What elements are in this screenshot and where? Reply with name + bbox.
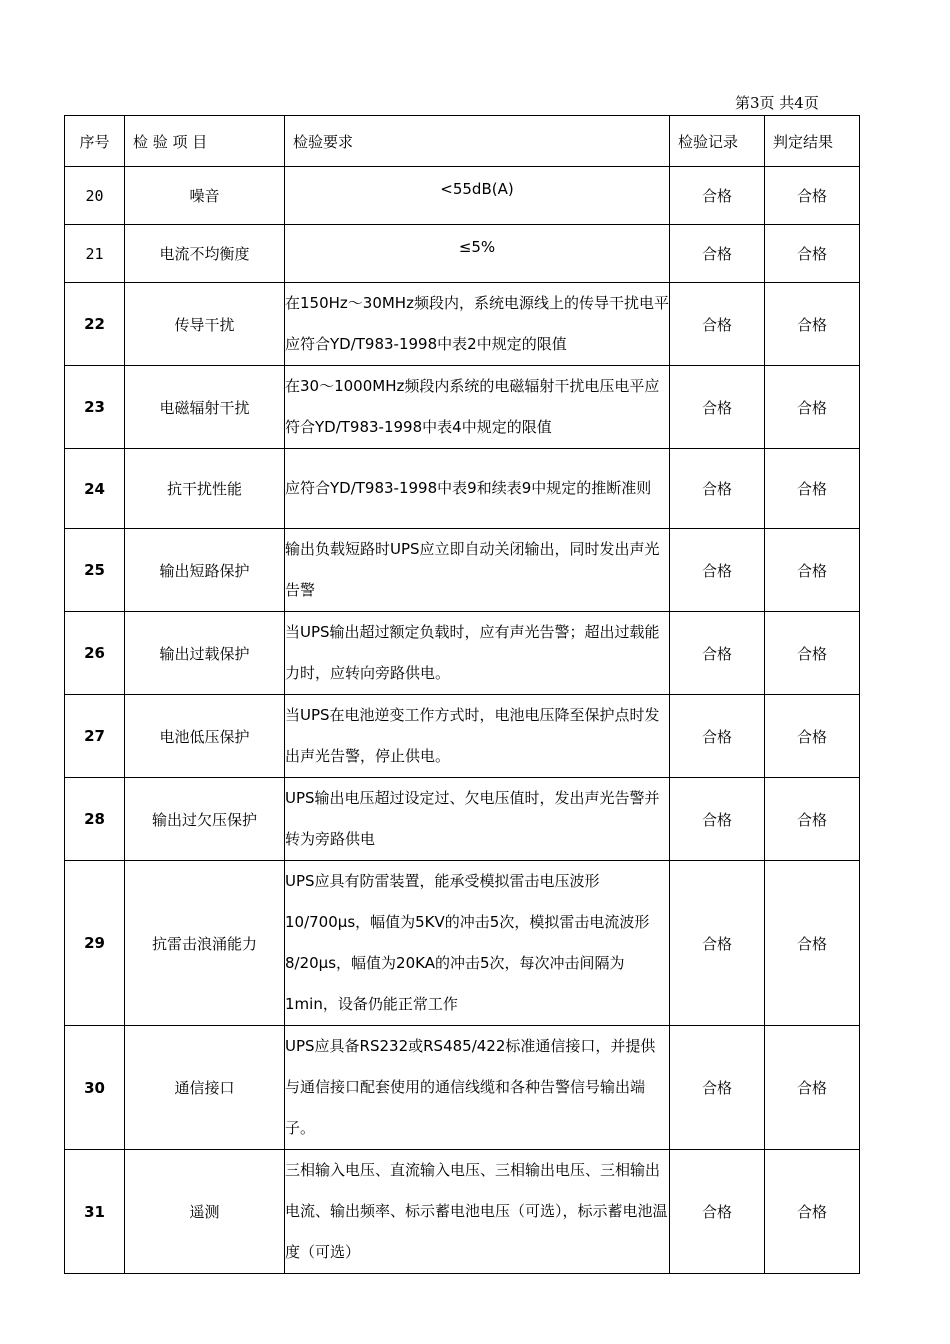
row-no: 24: [65, 449, 125, 529]
row-requirement: 当UPS输出超过额定负载时，应有声光告警；超出过载能力时，应转向旁路供电。: [285, 612, 670, 695]
table-row: [65, 167, 860, 225]
row-requirement: 三相输入电压、直流输入电压、三相输出电压、三相输出电流、输出频率、标示蓄电池电压（可选），标示蓄电池温度（可选）: [285, 1150, 670, 1274]
row-record: 合格: [670, 167, 765, 225]
row-record: 合格: [670, 366, 765, 449]
row-record: 合格: [670, 778, 765, 861]
row-requirement: 当UPS在电池逆变工作方式时，电池电压降至保护点时发出声光告警，停止供电。: [285, 695, 670, 778]
row-result: 合格: [765, 283, 860, 366]
row-record: 合格: [670, 1150, 765, 1274]
table-row: [65, 225, 860, 283]
table-row: [65, 283, 860, 366]
row-item: 噪音: [125, 167, 285, 225]
row-requirement: UPS输出电压超过设定过、欠电压值时，发出声光告警并转为旁路供电: [285, 778, 670, 861]
row-no: 21: [65, 225, 125, 283]
header-record: 检验记录: [670, 116, 765, 167]
row-requirement: 在150Hz～30MHz频段内，系统电源线上的传导干扰电平应符合YD/T983-1998中表2中规定的限值: [285, 283, 670, 366]
row-result: 合格: [765, 695, 860, 778]
row-requirement: 输出负载短路时UPS应立即自动关闭输出，同时发出声光告警: [285, 529, 670, 612]
row-item: 输出过欠压保护: [125, 778, 285, 861]
table-row: [65, 861, 860, 1026]
row-result: 合格: [765, 366, 860, 449]
row-no: 30: [65, 1026, 125, 1150]
row-result: 合格: [765, 529, 860, 612]
row-no: 31: [65, 1150, 125, 1274]
row-requirement: ≤5%: [285, 225, 670, 283]
row-item: 传导干扰: [125, 283, 285, 366]
row-item: 电磁辐射干扰: [125, 366, 285, 449]
table-row: [65, 529, 860, 612]
row-no: 26: [65, 612, 125, 695]
row-item: 电流不均衡度: [125, 225, 285, 283]
row-record: 合格: [670, 283, 765, 366]
row-item: 输出短路保护: [125, 529, 285, 612]
row-no: 25: [65, 529, 125, 612]
row-result: 合格: [765, 225, 860, 283]
row-result: 合格: [765, 167, 860, 225]
header-no: 序号: [65, 116, 125, 167]
row-record: 合格: [670, 612, 765, 695]
table-row: [65, 612, 860, 695]
row-result: 合格: [765, 778, 860, 861]
row-item: 输出过载保护: [125, 612, 285, 695]
page-number: 第3页 共4页: [735, 94, 819, 112]
row-record: 合格: [670, 1026, 765, 1150]
row-requirement: <55dB(A): [285, 167, 670, 225]
row-result: 合格: [765, 612, 860, 695]
row-item: 电池低压保护: [125, 695, 285, 778]
row-item: 抗干扰性能: [125, 449, 285, 529]
row-record: 合格: [670, 695, 765, 778]
row-record: 合格: [670, 449, 765, 529]
table-row: [65, 1026, 860, 1150]
header-result: 判定结果: [765, 116, 860, 167]
row-no: 28: [65, 778, 125, 861]
table-row: [65, 695, 860, 778]
table-row: [65, 1150, 860, 1274]
table-row: [65, 449, 860, 529]
row-result: 合格: [765, 449, 860, 529]
table-row: [65, 366, 860, 449]
table-header-row: [65, 116, 860, 167]
row-no: 27: [65, 695, 125, 778]
row-no: 23: [65, 366, 125, 449]
row-result: 合格: [765, 1150, 860, 1274]
row-result: 合格: [765, 1026, 860, 1150]
row-result: 合格: [765, 861, 860, 1026]
row-requirement: UPS应具有防雷装置，能承受模拟雷击电压波形10/700µs，幅值为5KV的冲击5次，模拟雷击电流波形8/20µs，幅值为20KA的冲击5次，每次冲击间隔为1min，设备仍能正常工作: [285, 861, 670, 1026]
row-no: 20: [65, 167, 125, 225]
row-record: 合格: [670, 861, 765, 1026]
row-item: 抗雷击浪涌能力: [125, 861, 285, 1026]
row-item: 遥测: [125, 1150, 285, 1274]
row-record: 合格: [670, 225, 765, 283]
row-item: 通信接口: [125, 1026, 285, 1150]
row-requirement: UPS应具备RS232或RS485/422标准通信接口，并提供与通信接口配套使用的通信线缆和各种告警信号输出端子。: [285, 1026, 670, 1150]
inspection-table: [64, 115, 860, 1274]
row-record: 合格: [670, 529, 765, 612]
row-no: 29: [65, 861, 125, 1026]
row-no: 22: [65, 283, 125, 366]
header-requirement: 检验要求: [285, 116, 670, 167]
header-item: 检 验 项 目: [125, 116, 285, 167]
row-requirement: 应符合YD/T983-1998中表9和续表9中规定的推断准则: [285, 449, 670, 529]
table-row: [65, 778, 860, 861]
row-requirement: 在30～1000MHz频段内系统的电磁辐射干扰电压电平应符合YD/T983-1998中表4中规定的限值: [285, 366, 670, 449]
